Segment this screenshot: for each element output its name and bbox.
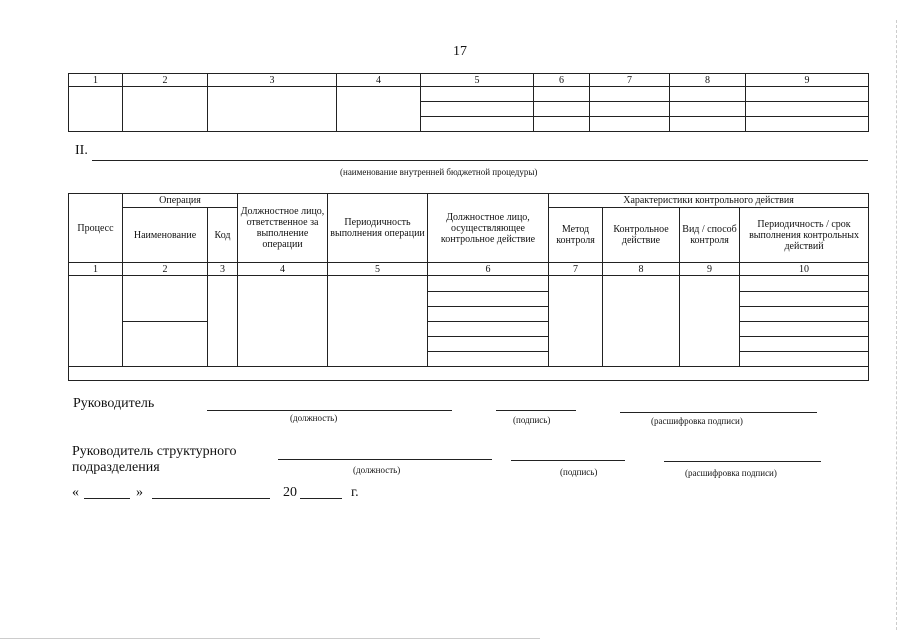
table-cell[interactable] xyxy=(746,87,869,102)
table-cell[interactable] xyxy=(590,87,670,102)
head-decoding-caption: (расшифровка подписи) xyxy=(651,416,743,426)
table2-col-2: 2 xyxy=(123,263,208,276)
table-row xyxy=(69,276,869,292)
table-cell[interactable] xyxy=(670,102,746,117)
section-title-caption: (наименование внутренней бюджетной процедуры) xyxy=(340,167,538,177)
table2-col-7: 7 xyxy=(549,263,603,276)
table-cell[interactable] xyxy=(69,276,123,367)
table2-col-8: 8 xyxy=(603,263,680,276)
header-controller: Должностное лицо, осуществляющее контрольное действие xyxy=(428,194,549,263)
struct-head-signature-line[interactable] xyxy=(511,460,625,461)
date-day-line[interactable] xyxy=(84,498,130,499)
table-cell[interactable] xyxy=(123,276,208,322)
header-operation-code: Код xyxy=(208,208,238,263)
date-close-quote: » xyxy=(136,485,143,500)
head-label: Руководитель xyxy=(73,396,155,411)
table-cell[interactable] xyxy=(328,276,428,367)
table1-col-7: 7 xyxy=(590,74,670,87)
table-cell[interactable] xyxy=(428,352,549,367)
table-cell[interactable] xyxy=(680,276,740,367)
table-cell[interactable] xyxy=(337,87,421,132)
table-cell[interactable] xyxy=(421,87,534,102)
table2-header-row-1 xyxy=(69,194,869,208)
table2-col-4: 4 xyxy=(238,263,328,276)
table-cell[interactable] xyxy=(740,352,869,367)
table1-col-6: 6 xyxy=(534,74,590,87)
table-cell[interactable] xyxy=(746,117,869,132)
table-cell[interactable] xyxy=(69,87,123,132)
table1-col-9: 9 xyxy=(746,74,869,87)
struct-head-position-caption: (должность) xyxy=(353,465,401,475)
header-operation-name: Наименование xyxy=(123,208,208,263)
header-control-action: Контрольное действие xyxy=(603,208,680,263)
head-signature-caption: (подпись) xyxy=(513,415,551,425)
table-cell[interactable] xyxy=(740,276,869,292)
table-cell[interactable] xyxy=(208,87,337,132)
table2-col-3: 3 xyxy=(208,263,238,276)
table-cell[interactable] xyxy=(428,276,549,292)
head-position-line[interactable] xyxy=(207,410,452,411)
struct-head-signature-caption: (подпись) xyxy=(560,467,598,477)
table-cell[interactable] xyxy=(670,117,746,132)
head-signature-line[interactable] xyxy=(496,410,576,411)
table-cell[interactable] xyxy=(670,87,746,102)
table-cell[interactable] xyxy=(421,102,534,117)
table2-col-1: 1 xyxy=(69,263,123,276)
head-decoding-line[interactable] xyxy=(620,412,817,413)
table-cell[interactable] xyxy=(123,87,208,132)
header-control-characteristics: Характеристики контрольного действия xyxy=(549,194,869,208)
table1-col-2: 2 xyxy=(123,74,208,87)
table-cell[interactable] xyxy=(590,117,670,132)
struct-head-label-1: Руководитель структурного xyxy=(72,444,237,459)
table-cell[interactable] xyxy=(740,322,869,337)
header-method: Метод контроля xyxy=(549,208,603,263)
header-process: Процесс xyxy=(69,194,123,263)
date-year-prefix: 20 xyxy=(283,485,297,500)
table-row xyxy=(69,87,869,102)
scan-artifact xyxy=(0,638,540,639)
date-year-suffix: г. xyxy=(351,485,359,500)
table1-number-row xyxy=(69,74,869,87)
table-cell[interactable] xyxy=(69,367,869,381)
table2-col-10: 10 xyxy=(740,263,869,276)
table-cell[interactable] xyxy=(534,117,590,132)
procedure-table xyxy=(68,193,869,381)
struct-head-decoding-caption: (расшифровка подписи) xyxy=(685,468,777,478)
head-position-caption: (должность) xyxy=(290,413,338,423)
table-cell[interactable] xyxy=(740,337,869,352)
header-period-control: Периодичность / срок выполнения контрольных действий xyxy=(740,208,869,263)
table-row xyxy=(69,367,869,381)
page-number: 17 xyxy=(453,44,467,59)
table-cell[interactable] xyxy=(746,102,869,117)
table-cell[interactable] xyxy=(534,102,590,117)
struct-head-label-2: подразделения xyxy=(72,460,160,475)
section-number: II. xyxy=(75,143,88,158)
header-periodicity: Периодичность выполнения операции xyxy=(328,194,428,263)
table1-col-3: 3 xyxy=(208,74,337,87)
table-cell[interactable] xyxy=(123,322,208,367)
table-cell[interactable] xyxy=(428,337,549,352)
table-cell[interactable] xyxy=(208,276,238,367)
table1-col-4: 4 xyxy=(337,74,421,87)
table-cell[interactable] xyxy=(428,322,549,337)
table-cell[interactable] xyxy=(534,87,590,102)
table2-col-9: 9 xyxy=(680,263,740,276)
table2-col-5: 5 xyxy=(328,263,428,276)
table2-number-row xyxy=(69,263,869,276)
table-cell[interactable] xyxy=(549,276,603,367)
table-cell[interactable] xyxy=(590,102,670,117)
table1-col-5: 5 xyxy=(421,74,534,87)
header-kind: Вид / способ контроля xyxy=(680,208,740,263)
continuation-table xyxy=(68,73,869,132)
table1-col-8: 8 xyxy=(670,74,746,87)
table-cell[interactable] xyxy=(740,292,869,307)
header-operation: Операция xyxy=(123,194,238,208)
table-cell[interactable] xyxy=(428,292,549,307)
table-row xyxy=(69,322,869,337)
table-cell[interactable] xyxy=(238,276,328,367)
struct-head-position-line[interactable] xyxy=(278,459,492,460)
section-title-line[interactable] xyxy=(92,160,868,161)
table2-col-6: 6 xyxy=(428,263,549,276)
date-open-quote: « xyxy=(72,485,79,500)
table1-col-1: 1 xyxy=(69,74,123,87)
scan-edge-artifact xyxy=(896,20,898,630)
table-cell[interactable] xyxy=(603,276,680,367)
table-cell[interactable] xyxy=(421,117,534,132)
table-cell[interactable] xyxy=(740,307,869,322)
struct-head-decoding-line[interactable] xyxy=(664,461,821,462)
date-year-line[interactable] xyxy=(300,498,342,499)
date-month-line[interactable] xyxy=(152,498,270,499)
header-responsible: Должностное лицо, ответственное за выполнение операции xyxy=(238,194,328,263)
table-cell[interactable] xyxy=(428,307,549,322)
